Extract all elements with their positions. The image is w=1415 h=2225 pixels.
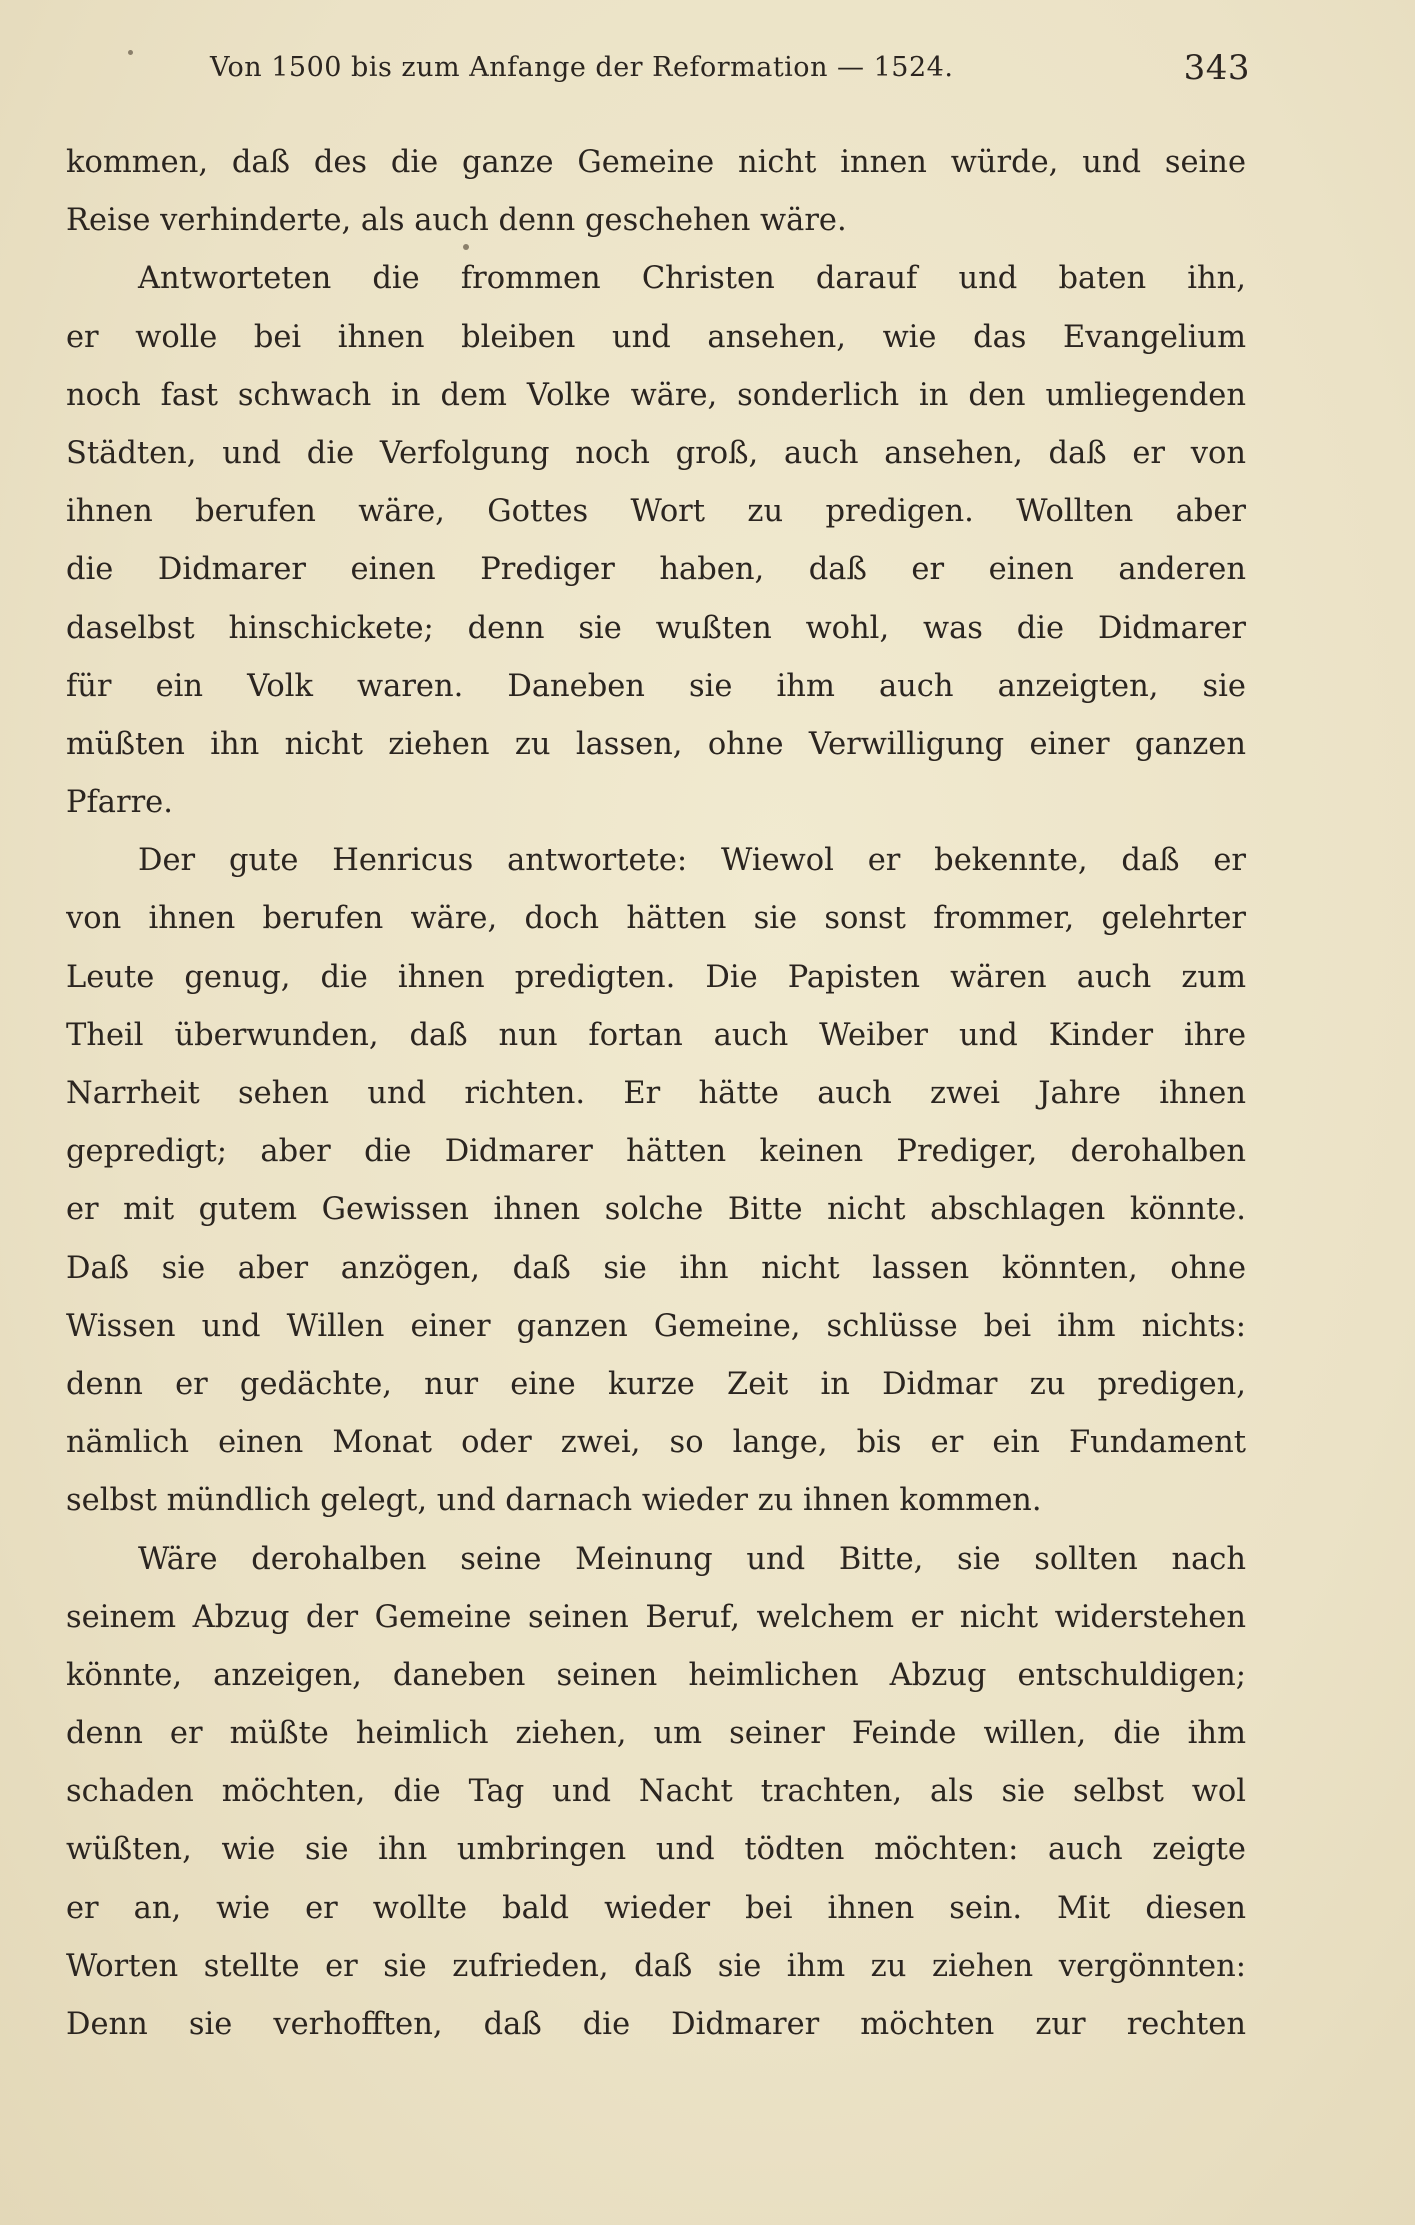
paragraph-start-line: Wäre derohalben seine Meinung und Bitte, sie sollten nach: [138, 1541, 1246, 1577]
text-line: daselbst hinschickete; denn sie wußten wohl, was die Didmarer: [66, 610, 1246, 646]
text-line: er wolle bei ihnen bleiben und ansehen, wie das Evangelium: [66, 319, 1246, 355]
text-line: Denn sie verhofften, daß die Didmarer möchten zur rechten: [66, 2007, 1246, 2042]
paragraph-start-line: Der gute Henricus antwortete: Wiewol er bekennte, daß er: [138, 843, 1246, 879]
text-line: selbst mündlich gelegt, und darnach wieder zu ihnen kommen.: [66, 1483, 1042, 1519]
text-line: für ein Volk waren. Daneben sie ihm auch anzeigten, sie: [66, 668, 1246, 704]
text-line: Reise verhinderte, als auch denn geschehen wäre.: [66, 203, 847, 239]
text-line: gepredigt; aber die Didmarer hätten keinen Prediger, derohalben: [66, 1134, 1246, 1170]
text-line: Städten, und die Verfolgung noch groß, auch ansehen, daß er von: [66, 435, 1246, 471]
body-text: [66, 134, 1246, 2054]
print-speck: [128, 50, 133, 55]
text-line: noch fast schwach in dem Volke wäre, sonderlich in den umliegenden: [66, 377, 1246, 413]
paragraph-start-line: Antworteten die frommen Christen darauf und baten ihn,: [138, 261, 1246, 297]
text-line: Worten stellte er sie zufrieden, daß sie ihm zu ziehen vergönnten:: [66, 1948, 1246, 1984]
text-line: Narrheit sehen und richten. Er hätte auch zwei Jahre ihnen: [66, 1076, 1246, 1111]
text-line: denn er gedächte, nur eine kurze Zeit in Didmar zu predigen,: [66, 1366, 1246, 1402]
text-line: von ihnen berufen wäre, doch hätten sie sonst frommer, gelehrter: [66, 901, 1246, 937]
text-line: schaden möchten, die Tag und Nacht trachten, als sie selbst wol: [66, 1774, 1246, 1810]
text-line: ihnen berufen wäre, Gottes Wort zu predigen. Wollten aber: [66, 494, 1246, 530]
text-line: Leute genug, die ihnen predigten. Die Papisten wären auch zum: [66, 959, 1246, 995]
text-line: denn er müßte heimlich ziehen, um seiner Feinde willen, die ihm: [66, 1716, 1246, 1752]
text-line: Wissen und Willen einer ganzen Gemeine, schlüsse bei ihm nichts:: [66, 1308, 1246, 1344]
text-line: er mit gutem Gewissen ihnen solche Bitte nicht abschlagen könnte.: [66, 1192, 1246, 1228]
text-line: könnte, anzeigen, daneben seinen heimlichen Abzug entschuldigen;: [66, 1657, 1246, 1693]
text-line: Theil überwunden, daß nun fortan auch Weiber und Kinder ihre: [66, 1017, 1246, 1053]
running-title: Von 1500 bis zum Anfange der Reformation — 1524.: [210, 52, 954, 83]
text-line: seinem Abzug der Gemeine seinen Beruf, welchem er nicht widerstehen: [66, 1599, 1246, 1635]
text-line: kommen, daß des die ganze Gemeine nicht innen würde, und seine: [66, 145, 1246, 180]
text-line: die Didmarer einen Prediger haben, daß er einen anderen: [66, 552, 1246, 588]
text-line: nämlich einen Monat oder zwei, so lange, bis er ein Fundament: [66, 1425, 1246, 1461]
running-header: [210, 48, 1250, 98]
page-number: 343: [1183, 48, 1250, 88]
text-line: wüßten, wie sie ihn umbringen und tödten möchten: auch zeigte: [66, 1832, 1246, 1868]
text-line: Pfarre.: [66, 785, 173, 821]
text-line: Daß sie aber anzögen, daß sie ihn nicht lassen könnten, ohne: [66, 1250, 1246, 1286]
text-line: müßten ihn nicht ziehen zu lassen, ohne Verwilligung einer ganzen: [66, 726, 1246, 762]
text-line: er an, wie er wollte bald wieder bei ihnen sein. Mit diesen: [66, 1890, 1246, 1926]
